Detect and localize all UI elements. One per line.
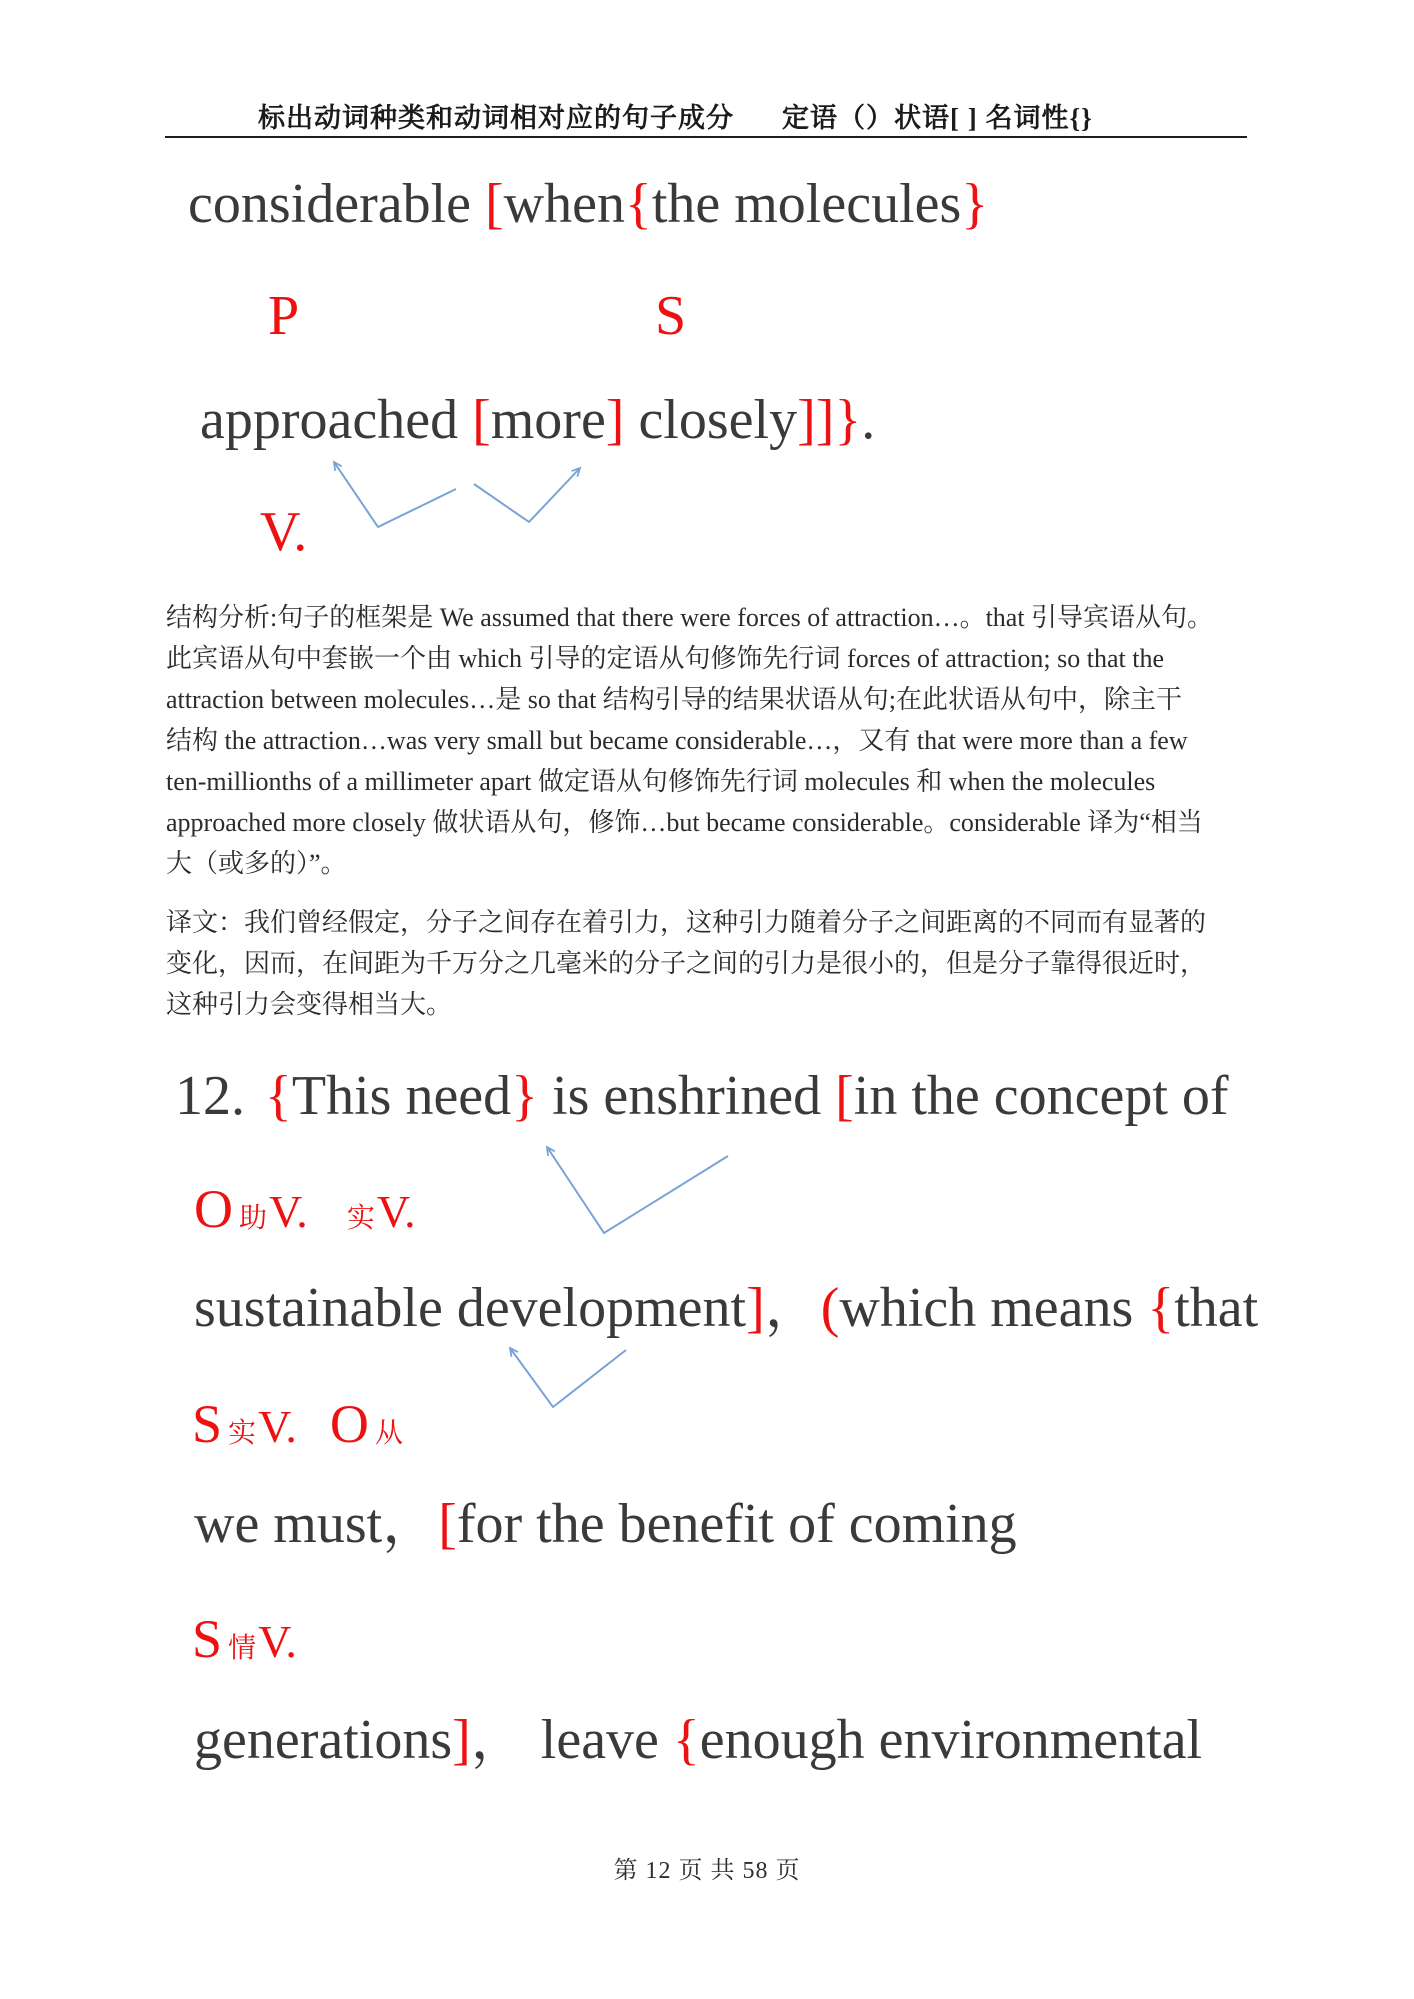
sentence12-line1 bbox=[175, 1065, 1229, 1127]
translation-line: 变化，因而，在间距为千万分之几毫米的分子之间的引力是很小的，但是分子靠得很近时， bbox=[166, 949, 1207, 978]
sentence-number: 12. bbox=[175, 1065, 245, 1127]
analysis-line: 此宾语从句中套嵌一个由 which 引导的定语从句修饰先行词 forces of attraction; so that the bbox=[166, 644, 1164, 673]
grammar-label-cong: 从 bbox=[374, 1418, 403, 1449]
grammar-label-shi: 实 bbox=[228, 1418, 257, 1449]
bracket: [ bbox=[438, 1493, 457, 1555]
bracket: ( bbox=[820, 1277, 840, 1339]
text-segment: for the benefit of coming bbox=[456, 1493, 1017, 1555]
bracket: ] bbox=[605, 389, 625, 451]
text-segment: which means bbox=[839, 1277, 1148, 1339]
bracket: } bbox=[961, 173, 989, 235]
analysis-line: ten-millionths of a millimeter apart 做定语从句修饰先行词 molecules 和 when the molecules bbox=[166, 767, 1156, 796]
sentence12-line4 bbox=[194, 1709, 1203, 1771]
connector-arrow bbox=[334, 462, 456, 527]
text-segment: . bbox=[861, 389, 876, 451]
text-segment: generations bbox=[194, 1709, 453, 1771]
grammar-label-v: V. bbox=[260, 501, 308, 563]
bracket: { bbox=[624, 173, 652, 235]
grammar-label-s: S bbox=[192, 1394, 223, 1454]
grammar-label-shi: 实 bbox=[346, 1203, 375, 1234]
grammar-label-o: O bbox=[329, 1394, 369, 1454]
translation-line: 这种引力会变得相当大。 bbox=[166, 990, 453, 1019]
text-segment: enough environmental bbox=[699, 1709, 1203, 1771]
sentence12-line3 bbox=[194, 1493, 1017, 1555]
text-segment: ， bbox=[382, 1493, 439, 1555]
grammar-label-row-s2 bbox=[192, 1609, 297, 1669]
grammar-label-p: P bbox=[268, 285, 300, 347]
bracket: { bbox=[265, 1065, 292, 1127]
sentence12-line2 bbox=[194, 1277, 1259, 1339]
page-number: 第 12 页 共 58 页 bbox=[613, 1858, 801, 1884]
grammar-label-s: S bbox=[655, 285, 687, 347]
text-segment: the molecules bbox=[651, 173, 962, 235]
sentence11-line1 bbox=[188, 173, 989, 235]
header-legend: 定语（）状语[ ] 名词性{} bbox=[782, 103, 1093, 133]
text-segment: ， bbox=[764, 1277, 821, 1339]
analysis-line: 大（或多的）”。 bbox=[166, 849, 347, 878]
connector-arrow bbox=[510, 1348, 626, 1407]
grammar-label-v: V. bbox=[258, 1401, 297, 1452]
bracket: } bbox=[511, 1065, 539, 1127]
analysis-line: attraction between molecules…是 so that 结构引导的结果状语从句;在此状语从句中，除主干 bbox=[166, 685, 1183, 714]
grammar-label-v: V. bbox=[269, 1186, 308, 1237]
analysis-line: 结构分析:句子的框架是 We assumed that there were forces of attraction…。that 引导宾语从句。 bbox=[166, 603, 1214, 632]
grammar-label-aux: 助 bbox=[239, 1203, 268, 1234]
header-title: 标出动词种类和动词相对应的句子成分 bbox=[258, 103, 734, 133]
header-rule bbox=[165, 136, 1247, 138]
sentence11-line2 bbox=[200, 389, 876, 451]
text-segment: This need bbox=[291, 1065, 512, 1127]
translation-paragraph bbox=[166, 902, 1252, 1025]
text-segment: in the concept of bbox=[853, 1065, 1229, 1127]
bracket: { bbox=[1147, 1277, 1175, 1339]
grammar-label-qing: 情 bbox=[228, 1633, 257, 1664]
analysis-paragraph bbox=[166, 597, 1252, 884]
connector-arrow bbox=[474, 468, 580, 522]
bracket: ]]} bbox=[797, 389, 862, 451]
translation-line: 译文：我们曾经假定，分子之间存在着引力，这种引力随着分子之间距离的不同而有显著的 bbox=[166, 908, 1207, 937]
grammar-label-row-s-o bbox=[192, 1394, 405, 1454]
text-segment: we must bbox=[194, 1493, 383, 1555]
grammar-label-s: S bbox=[192, 1609, 223, 1669]
text-segment: considerable bbox=[188, 173, 485, 235]
grammar-label-v: V. bbox=[258, 1616, 297, 1667]
text-segment: that bbox=[1174, 1277, 1259, 1339]
bracket: [ bbox=[484, 173, 504, 235]
text-segment: approached bbox=[200, 389, 473, 451]
grammar-label-o: O bbox=[194, 1179, 233, 1239]
text-segment: closely bbox=[624, 389, 798, 451]
bracket: [ bbox=[835, 1065, 854, 1127]
text-segment: is enshrined bbox=[538, 1065, 836, 1127]
bracket: ] bbox=[746, 1277, 765, 1339]
grammar-label-v: V. bbox=[376, 1186, 416, 1237]
analysis-line: 结构 the attraction…was very small but became considerable…，又有 that were more than a few bbox=[166, 726, 1188, 755]
connector-arrow bbox=[547, 1147, 728, 1233]
text-segment: sustainable development bbox=[194, 1277, 747, 1339]
bracket: ] bbox=[452, 1709, 471, 1771]
text-segment: ， leave bbox=[470, 1709, 673, 1771]
bracket: { bbox=[672, 1709, 700, 1771]
text-segment: more bbox=[490, 389, 606, 451]
analysis-line: approached more closely 做状语从句，修饰…but became considerable。considerable 译为“相当 bbox=[166, 808, 1203, 837]
text-segment: when bbox=[503, 173, 625, 235]
bracket: [ bbox=[472, 389, 491, 451]
grammar-label-row-o bbox=[194, 1179, 416, 1239]
